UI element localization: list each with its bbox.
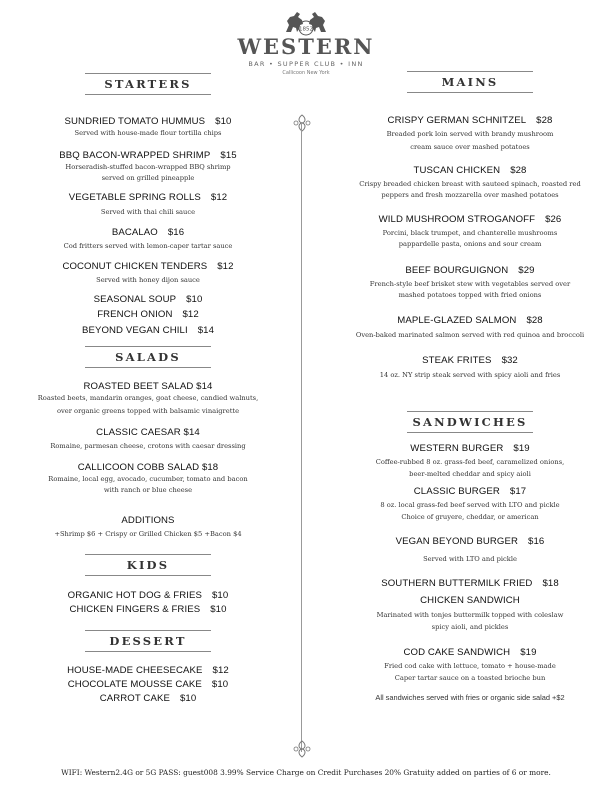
- mains-header: [340, 71, 600, 93]
- menu-item: ROASTED BEET SALAD $14 Roasted beets, mandarin oranges, goat cheese, candied walnuts, over organic greens topped with balsamic vinaigrette: [37, 381, 259, 415]
- svg-text:1852: 1852: [299, 26, 313, 33]
- starters-header: [14, 73, 282, 95]
- menu-item: SUNDRIED TOMATO HUMMUS $10 Served with house-made flour tortilla chips: [64, 116, 232, 137]
- menu-item: CHICKEN FINGERS & FRIES $10: [69, 604, 227, 615]
- brand-tagline: BAR • SUPPER CLUB • INN: [248, 60, 364, 68]
- menu-item: STEAK FRITES $32 14 oz. NY strip steak served with spicy aioli and fries: [379, 355, 561, 379]
- menu-item: CRISPY GERMAN SCHNITZEL $28 Breaded pork loin served with brandy mushroom cream sauce over mashed potatoes: [386, 115, 554, 151]
- menu-item: ORGANIC HOT DOG & FRIES $10: [67, 590, 229, 601]
- menu-item: CLASSIC BURGER $17 8 oz. local grass-fed beef served with LTO and pickle Choice of gruyere, cheddar, or american: [380, 486, 560, 521]
- menu-item: FRENCH ONION $12: [97, 309, 199, 320]
- menu-item: COD CAKE SANDWICH $19 Fried cod cake with lettuce, tomato + house-made Caper tartar sauce on a toasted brioche bun: [384, 647, 556, 682]
- footer-info: WIFI: Western2.4G or 5G PASS: guest008 3.99% Service Charge on Credit Purchases 20% Gratuity added on parties of 6 or more.: [61, 768, 551, 777]
- sandwiches-note: All sandwiches served with fries or organic side salad +$2: [375, 693, 565, 702]
- menu-item: CARROT CAKE $10: [99, 693, 197, 704]
- menu-item: VEGETABLE SPRING ROLLS $12 Served with thai chili sauce: [68, 192, 228, 216]
- ornament-top-icon: [292, 114, 312, 132]
- menu-item: TUSCAN CHICKEN $28 Crispy breaded chicken breast with sauteed spinach, roasted red peppers and fresh mozzarella over mashed potatoes: [359, 165, 581, 199]
- horses-logo-icon: [276, 8, 336, 36]
- brand-name: WESTERN: [237, 34, 375, 59]
- center-divider: [301, 122, 302, 752]
- menu-item: BEYOND VEGAN CHILI $14: [81, 325, 215, 336]
- menu-item: WESTERN BURGER $19 Coffee-rubbed 8 oz. grass-fed beef, caramelized onions, beer-melted cheddar and spicy aioli: [375, 443, 565, 478]
- menu-item: COCONUT CHICKEN TENDERS $12 Served with honey dijon sauce: [62, 261, 234, 284]
- dessert-header: [14, 630, 282, 652]
- menu-item: HOUSE-MADE CHEESECAKE $12: [67, 665, 229, 676]
- menu-item: CLASSIC CAESAR $14 Romaine, parmesan cheese, crotons with caesar dressing: [50, 427, 246, 450]
- sandwiches-header: [340, 411, 600, 433]
- menu-item: MAPLE-GLAZED SALMON $28 Oven-baked marinated salmon served with red quinoa and broccoli: [355, 315, 585, 339]
- menu-item: VEGAN BEYOND BURGER $16 Served with LTO and pickle: [395, 536, 545, 563]
- salads-title: SALADS: [115, 350, 181, 364]
- menu-item: CHOCOLATE MOUSSE CAKE $10: [67, 679, 229, 690]
- menu-item: BEEF BOURGUIGNON $29 French-style beef brisket stew with vegetables served over mashed potatoes topped with fried onions: [369, 265, 571, 299]
- kids-header: [14, 554, 282, 576]
- menu-item: ADDITIONS +Shrimp $6 + Crispy or Grilled Chicken $5 +Bacon $4: [54, 515, 242, 538]
- starters-title: STARTERS: [104, 77, 192, 91]
- ornament-bottom-icon: [292, 740, 312, 758]
- sandwiches-title: SANDWICHES: [412, 415, 528, 429]
- dessert-title: DESSERT: [109, 634, 187, 648]
- logo: [0, 8, 612, 76]
- menu-item: SOUTHERN BUTTERMILK FRIED $18 CHICKEN SANDWICH Marinated with tonjes buttermilk topped with coleslaw spicy aioli, and pickles: [376, 578, 564, 631]
- menu-item: WILD MUSHROOM STROGANOFF $26 Porcini, black trumpet, and chanterelle mushrooms pappardelle pasta, onions and sour cream: [378, 214, 562, 248]
- brand-location: Callicoon New York: [282, 70, 330, 76]
- kids-title: KIDS: [126, 558, 170, 572]
- menu-item: BACALAO $16 Cod fritters served with lemon-caper tartar sauce: [63, 227, 233, 250]
- mains-title: MAINS: [441, 75, 499, 89]
- menu-item: SEASONAL SOUP $10: [93, 294, 203, 305]
- menu-item: CALLICOON COBB SALAD $18 Romaine, local egg, avocado, cucumber, tomato and bacon with ranch or blue cheese: [48, 462, 248, 494]
- menu-item: BBQ BACON-WRAPPED SHRIMP $15 Horseradish-stuffed bacon-wrapped BBQ shrimp served on grilled pineapple: [59, 150, 237, 182]
- salads-header: [14, 346, 282, 368]
